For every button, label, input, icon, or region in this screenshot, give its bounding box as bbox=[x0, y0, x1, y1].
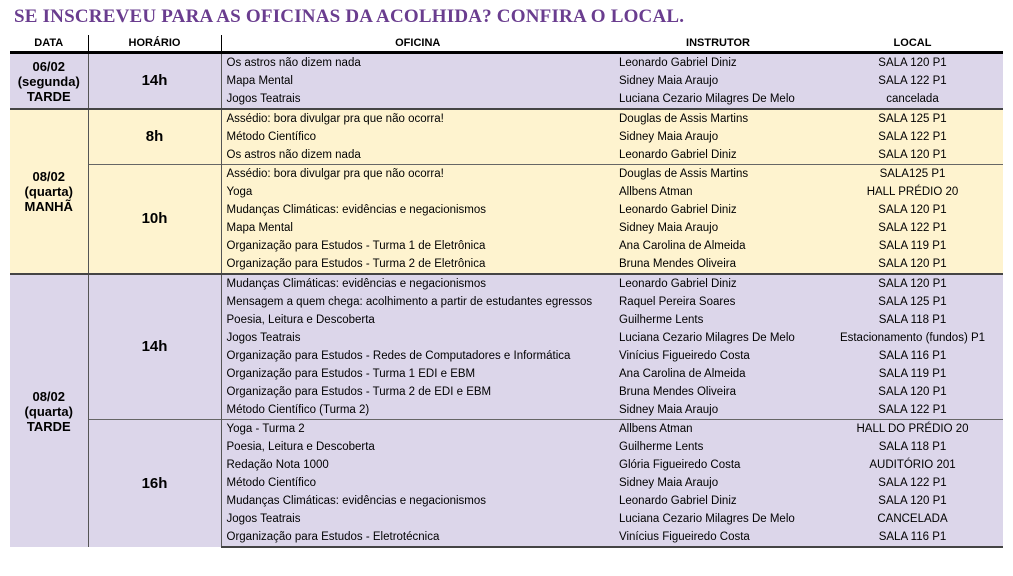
instrutor-cell: Leonardo Gabriel Diniz bbox=[614, 146, 822, 165]
oficina-cell: Mudanças Climáticas: evidências e negacionismos bbox=[221, 274, 614, 293]
instrutor-cell: Vinícius Figueiredo Costa bbox=[614, 528, 822, 547]
header-horario: HORÁRIO bbox=[88, 35, 221, 53]
table-header-row bbox=[10, 35, 1003, 53]
local-cell: SALA 122 P1 bbox=[822, 72, 1003, 90]
day-date: 08/02 bbox=[32, 169, 66, 184]
table-row bbox=[10, 420, 1003, 439]
oficina-cell: Jogos Teatrais bbox=[221, 510, 614, 528]
local-cell: CANCELADA bbox=[822, 510, 1003, 528]
instrutor-cell: Ana Carolina de Almeida bbox=[614, 365, 822, 383]
instrutor-cell: Raquel Pereira Soares bbox=[614, 293, 822, 311]
header-instrutor: INSTRUTOR bbox=[614, 35, 822, 53]
instrutor-cell: Guilherme Lents bbox=[614, 311, 822, 329]
day-weekday: (quarta) bbox=[24, 184, 73, 199]
oficina-cell: Jogos Teatrais bbox=[221, 90, 614, 109]
schedule-table bbox=[10, 35, 1003, 548]
day-weekday: (quarta) bbox=[24, 403, 73, 419]
day-cell bbox=[10, 109, 88, 274]
oficina-cell: Jogos Teatrais bbox=[221, 329, 614, 347]
instrutor-cell: Luciana Cezario Milagres De Melo bbox=[614, 329, 822, 347]
local-cell: SALA 118 P1 bbox=[822, 311, 1003, 329]
instrutor-cell: Bruna Mendes Oliveira bbox=[614, 383, 822, 401]
local-cell: SALA 125 P1 bbox=[822, 293, 1003, 311]
instrutor-cell: Sidney Maia Araujo bbox=[614, 401, 822, 420]
local-cell: SALA 120 P1 bbox=[822, 383, 1003, 401]
day-cell bbox=[10, 274, 88, 547]
local-cell: SALA 120 P1 bbox=[822, 274, 1003, 293]
local-cell: HALL DO PRÉDIO 20 bbox=[822, 420, 1003, 439]
header-oficina: OFICINA bbox=[221, 35, 614, 53]
day-cell bbox=[10, 53, 88, 110]
oficina-cell: Mapa Mental bbox=[221, 219, 614, 237]
day-period: TARDE bbox=[26, 88, 71, 104]
oficina-cell: Mapa Mental bbox=[221, 72, 614, 90]
local-cell: SALA 122 P1 bbox=[822, 219, 1003, 237]
local-cell: SALA 116 P1 bbox=[822, 347, 1003, 365]
local-cell: SALA 116 P1 bbox=[822, 528, 1003, 547]
day-date: 06/02 bbox=[32, 58, 66, 74]
oficina-cell: Método Científico bbox=[221, 474, 614, 492]
header-local: LOCAL bbox=[822, 35, 1003, 53]
oficina-cell: Método Científico (Turma 2) bbox=[221, 401, 614, 420]
time-cell: 10h bbox=[88, 165, 221, 275]
oficina-cell: Os astros não dizem nada bbox=[221, 53, 614, 73]
instrutor-cell: Leonardo Gabriel Diniz bbox=[614, 274, 822, 293]
oficina-cell: Organização para Estudos - Turma 2 de Eletrônica bbox=[221, 255, 614, 274]
table-row bbox=[10, 109, 1003, 128]
oficina-cell: Yoga - Turma 2 bbox=[221, 420, 614, 439]
instrutor-cell: Bruna Mendes Oliveira bbox=[614, 255, 822, 274]
instrutor-cell: Leonardo Gabriel Diniz bbox=[614, 492, 822, 510]
oficina-cell: Mensagem a quem chega: acolhimento a partir de estudantes egressos bbox=[221, 293, 614, 311]
oficina-cell: Assédio: bora divulgar pra que não ocorra! bbox=[221, 165, 614, 184]
oficina-cell: Organização para Estudos - Turma 2 de EDI e EBM bbox=[221, 383, 614, 401]
oficina-cell: Redação Nota 1000 bbox=[221, 456, 614, 474]
local-cell: AUDITÓRIO 201 bbox=[822, 456, 1003, 474]
local-cell: cancelada bbox=[822, 90, 1003, 109]
instrutor-cell: Sidney Maia Araujo bbox=[614, 474, 822, 492]
local-cell: SALA 122 P1 bbox=[822, 474, 1003, 492]
oficina-cell: Os astros não dizem nada bbox=[221, 146, 614, 165]
instrutor-cell: Leonardo Gabriel Diniz bbox=[614, 201, 822, 219]
local-cell: SALA 120 P1 bbox=[822, 255, 1003, 274]
local-cell: SALA 120 P1 bbox=[822, 492, 1003, 510]
local-cell: SALA 120 P1 bbox=[822, 53, 1003, 73]
local-cell: SALA 119 P1 bbox=[822, 365, 1003, 383]
instrutor-cell: Glória Figueiredo Costa bbox=[614, 456, 822, 474]
local-cell: SALA 122 P1 bbox=[822, 401, 1003, 420]
instrutor-cell: Allbens Atman bbox=[614, 183, 822, 201]
instrutor-cell: Guilherme Lents bbox=[614, 438, 822, 456]
instrutor-cell: Luciana Cezario Milagres De Melo bbox=[614, 90, 822, 109]
oficina-cell: Organização para Estudos - Turma 1 EDI e EBM bbox=[221, 365, 614, 383]
schedule-body bbox=[10, 53, 1003, 548]
table-row bbox=[10, 53, 1003, 73]
time-cell: 8h bbox=[88, 109, 221, 165]
instrutor-cell: Sidney Maia Araujo bbox=[614, 128, 822, 146]
local-cell: SALA 125 P1 bbox=[822, 109, 1003, 128]
day-weekday: (segunda) bbox=[17, 73, 80, 89]
local-cell: SALA 122 P1 bbox=[822, 128, 1003, 146]
day-period: MANHÃ bbox=[24, 199, 73, 214]
oficina-cell: Poesia, Leitura e Descoberta bbox=[221, 438, 614, 456]
local-cell: Estacionamento (fundos) P1 bbox=[822, 329, 1003, 347]
instrutor-cell: Sidney Maia Araujo bbox=[614, 72, 822, 90]
instrutor-cell: Leonardo Gabriel Diniz bbox=[614, 53, 822, 73]
instrutor-cell: Ana Carolina de Almeida bbox=[614, 237, 822, 255]
instrutor-cell: Luciana Cezario Milagres De Melo bbox=[614, 510, 822, 528]
instrutor-cell: Vinícius Figueiredo Costa bbox=[614, 347, 822, 365]
instrutor-cell: Douglas de Assis Martins bbox=[614, 109, 822, 128]
oficina-cell: Método Científico bbox=[221, 128, 614, 146]
header-data: DATA bbox=[10, 35, 88, 53]
local-cell: SALA125 P1 bbox=[822, 165, 1003, 184]
local-cell: HALL PRÉDIO 20 bbox=[822, 183, 1003, 201]
page-title: SE INSCREVEU PARA AS OFICINAS DA ACOLHIDA? CONFIRA O LOCAL. bbox=[14, 6, 685, 27]
oficina-cell: Organização para Estudos - Redes de Computadores e Informática bbox=[221, 347, 614, 365]
time-cell: 14h bbox=[88, 274, 221, 420]
oficina-cell: Organização para Estudos - Eletrotécnica bbox=[221, 528, 614, 547]
instrutor-cell: Sidney Maia Araujo bbox=[614, 219, 822, 237]
local-cell: SALA 120 P1 bbox=[822, 146, 1003, 165]
table-row bbox=[10, 274, 1003, 293]
oficina-cell: Mudanças Climáticas: evidências e negacionismos bbox=[221, 492, 614, 510]
oficina-cell: Yoga bbox=[221, 183, 614, 201]
day-period: TARDE bbox=[26, 418, 71, 434]
oficina-cell: Assédio: bora divulgar pra que não ocorra! bbox=[221, 109, 614, 128]
local-cell: SALA 118 P1 bbox=[822, 438, 1003, 456]
oficina-cell: Organização para Estudos - Turma 1 de Eletrônica bbox=[221, 237, 614, 255]
local-cell: SALA 120 P1 bbox=[822, 201, 1003, 219]
table-row bbox=[10, 165, 1003, 184]
time-cell: 16h bbox=[88, 420, 221, 548]
local-cell: SALA 119 P1 bbox=[822, 237, 1003, 255]
day-date: 08/02 bbox=[32, 388, 66, 404]
instrutor-cell: Allbens Atman bbox=[614, 420, 822, 439]
oficina-cell: Poesia, Leitura e Descoberta bbox=[221, 311, 614, 329]
instrutor-cell: Douglas de Assis Martins bbox=[614, 165, 822, 184]
oficina-cell: Mudanças Climáticas: evidências e negacionismos bbox=[221, 201, 614, 219]
time-cell: 14h bbox=[88, 53, 221, 110]
